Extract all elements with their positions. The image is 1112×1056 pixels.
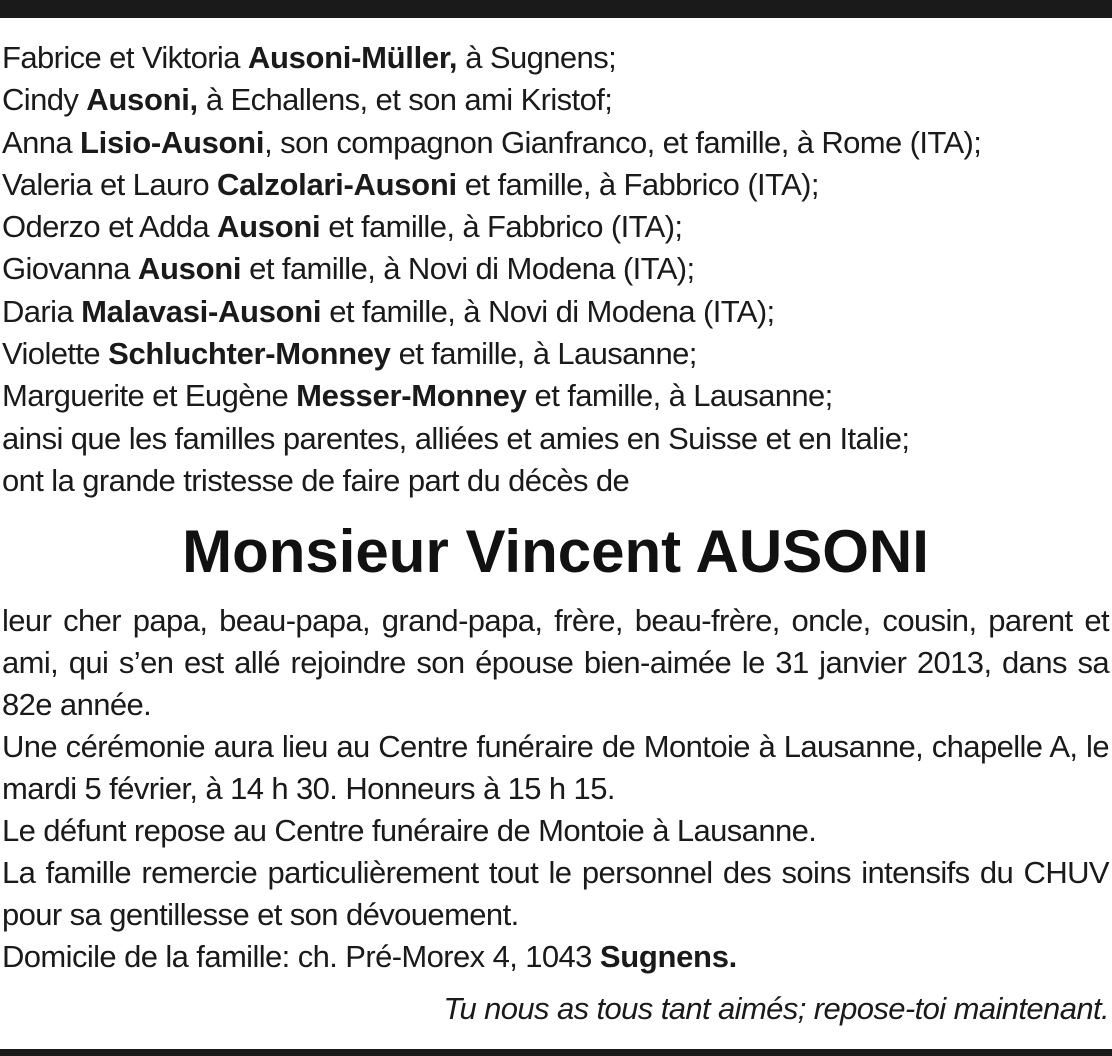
closing-quote: Tu nous as tous tant aimés; repose-toi maintenant. [443,991,1109,1027]
family-line: Daria Malavasi-Ausoni et famille, à Novi di Modena (ITA); [2,293,775,329]
family-domicile: Domicile de la famille: ch. Pré-Morex 4, 1043 Sugnens. [2,939,737,975]
family-line: Violette Schluchter-Monney et famille, à Lausanne; [2,336,697,372]
family-surname: Schluchter-Monney [108,336,391,372]
relatives-line: ainsi que les familles parentes, alliées et amies en Suisse et en Italie; [2,420,910,456]
domicile-town: Sugnens. [599,939,737,975]
family-line: Fabrice et Viktoria Ausoni-Müller, à Sugnens; [2,40,617,75]
deceased-name: Monsieur Vincent AUSONI [182,518,929,586]
top-rule [0,0,1112,18]
family-thanks: La famille remercie particulièrement tout le personnel des soins intensifs du CHUV pour sa gentillesse et son dévouement. [2,855,1109,933]
deceased-description: leur cher papa, beau-papa, grand-papa, frère, beau-frère, oncle, cousin, parent et ami, qui s’en est allé rejoindre son épouse bien-aimée le 31 janvier 2013, dans sa 82e année. [2,603,1109,723]
family-surname: Messer-Monney [296,378,527,414]
bottom-rule [0,1049,1112,1056]
family-line: Giovanna Ausoni et famille, à Novi di Modena (ITA); [2,251,695,287]
obituary-notice [2,37,1109,1030]
announcement-line: ont la grande tristesse de faire part du décès de [2,462,630,498]
family-surname: Malavasi-Ausoni [81,293,322,329]
family-surname: Ausoni [137,251,242,287]
resting-place: Le défunt repose au Centre funéraire de Montoie à Lausanne. [2,813,817,849]
family-line: Valeria et Lauro Calzolari-Ausoni et famille, à Fabbrico (ITA); [2,166,819,202]
family-surname: Ausoni, [86,82,198,118]
ceremony-details: Une cérémonie aura lieu au Centre funéraire de Montoie à Lausanne, chapelle A, le mardi 5 février, à 14 h 30. Honneurs à 15 h 15. [2,729,1109,807]
family-surname: Ausoni-Müller, [247,40,458,75]
family-surname: Lisio-Ausoni [80,124,265,160]
family-line: Oderzo et Adda Ausoni et famille, à Fabbrico (ITA); [2,209,683,245]
family-list [2,37,1109,502]
family-surname: Calzolari-Ausoni [216,166,457,202]
family-line: Marguerite et Eugène Messer-Monney et famille, à Lausanne; [2,378,833,414]
family-line: Cindy Ausoni, à Echallens, et son ami Kristof; [2,82,613,118]
family-line: Anna Lisio-Ausoni, son compagnon Gianfranco, et famille, à Rome (ITA); [2,124,982,160]
family-surname: Ausoni [217,209,321,245]
